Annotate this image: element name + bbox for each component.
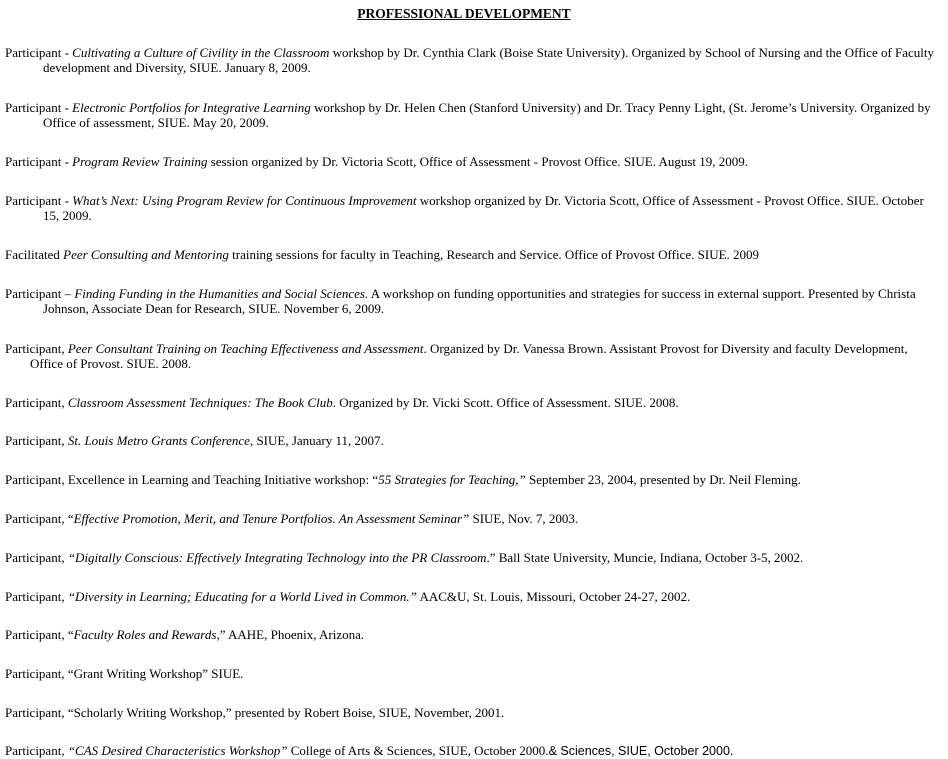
entry-text: Participant -: [5, 45, 73, 60]
entry-title: Finding Funding in the Humanities and Social Sciences.: [74, 286, 369, 301]
entry-text: Participant,: [5, 589, 68, 604]
entry-text: Facilitated: [5, 247, 64, 262]
entry-text: Participant -: [5, 100, 73, 115]
list-item: [5, 511, 943, 526]
entry-text: workshop by Dr. Helen Chen (Stanford University) and Dr. Tracy Penny Light, (St. Jerome’s University. Organized by Office of assessment, SIUE. May 20, 2009.: [43, 100, 931, 130]
entry-text: session organized by Dr. Victoria Scott, Office of Assessment - Provost Office. SIUE. August 19, 2009.: [207, 154, 749, 169]
list-item: [5, 341, 943, 371]
entry-title: Cultivating a Culture of Civility in the Classroom: [72, 45, 330, 60]
entry-text: Participant -: [5, 193, 73, 208]
entry-text: training sessions for faculty in Teaching, Research and Service. Office of Provost Office. SIUE. 2009: [228, 247, 760, 262]
section-title: PROFESSIONAL DEVELOPMENT: [357, 6, 571, 21]
entry-text: SIUE, Nov. 7, 2003.: [469, 511, 579, 526]
entry-title: What’s Next: Using Program Review for Continuous Improvement: [72, 193, 417, 208]
entry-text: Participant,: [5, 341, 68, 356]
entry-text: Participant,: [5, 743, 68, 758]
entry-text: .” Ball State University, Muncie, Indiana, October 3-5, 2002.: [486, 550, 804, 565]
entry-title: Peer Consultant Training on Teaching Effectiveness and Assessment: [67, 341, 424, 356]
list-item: [5, 550, 943, 565]
list-item: [5, 705, 943, 720]
entry-title: Classroom Assessment Techniques: The Book Club: [67, 395, 333, 410]
entry-title: Electronic Portfolios for Integrative Learning: [72, 100, 311, 115]
entry-text: Participant, “Scholarly Writing Workshop,” presented by Robert Boise, SIUE, November, 2001.: [5, 705, 505, 720]
list-item: [5, 286, 943, 316]
entry-text-overflow: & Sciences, SIUE, October 2000.: [548, 744, 734, 758]
entry-text: Participant –: [5, 286, 75, 301]
list-item: [5, 45, 943, 75]
entry-text: Participant, “: [5, 627, 74, 642]
entry-text: . Organized by Dr. Vanessa Brown. Assistant Provost for Diversity and faculty Development, Office of Provost. SIUE. 2008.: [30, 341, 908, 371]
entry-text: workshop by Dr. Cynthia Clark (Boise State University). Organized by School of Nursing and the Office of Faculty development and Diversity, SIUE. January 8, 2009.: [43, 45, 935, 75]
entry-text: workshop organized by Dr. Victoria Scott, Office of Assessment - Provost Office. SIUE. October 15, 2009.: [43, 193, 924, 223]
list-item: [5, 472, 943, 487]
entry-text: A workshop on funding opportunities and strategies for success in external support. Presented by Christa Johnson, Associate Dean for Research, SIUE. November 6, 2009.: [43, 286, 916, 316]
entry-text: , SIUE, January 11, 2007.: [249, 433, 384, 448]
list-item: [5, 666, 943, 681]
entry-text: ,” AAHE, Phoenix, Arizona.: [216, 627, 365, 642]
entry-text: . Organized by Dr. Vicki Scott. Office of Assessment. SIUE. 2008.: [332, 395, 679, 410]
entry-title: 55 Strategies for Teaching,”: [378, 472, 526, 487]
entry-text: Participant -: [5, 154, 73, 169]
list-item: [5, 100, 943, 130]
list-item: [5, 433, 943, 448]
entry-text: Participant,: [5, 395, 68, 410]
entry-title: “CAS Desired Characteristics Workshop”: [67, 743, 288, 758]
entry-title: Peer Consulting and Mentoring: [63, 247, 229, 262]
entry-text: Participant, Excellence in Learning and Teaching Initiative workshop: “: [5, 472, 379, 487]
entry-title: Program Review Training: [72, 154, 208, 169]
list-item: [5, 589, 943, 604]
entry-text: Participant, “: [5, 511, 74, 526]
list-item: [5, 395, 943, 410]
entry-title: Effective Promotion, Merit, and Tenure Portfolios. An Assessment Seminar”: [73, 511, 470, 526]
entry-text: Participant, “Grant Writing Workshop” SIUE.: [5, 666, 244, 681]
entry-text: Participant,: [5, 433, 68, 448]
entry-title: Faculty Roles and Rewards: [73, 627, 217, 642]
entry-text: September 23, 2004, presented by Dr. Neil Fleming.: [525, 472, 801, 487]
entry-title: St. Louis Metro Grants Conference: [67, 433, 250, 448]
list-item: [5, 627, 943, 642]
list-item: [5, 247, 943, 262]
list-item: [5, 193, 943, 223]
list-item: [5, 743, 943, 759]
entry-text: Participant,: [5, 550, 68, 565]
entry-text: AAC&U, St. Louis, Missouri, October 24-27, 2002.: [416, 589, 691, 604]
entry-title: “Digitally Conscious: Effectively Integrating Technology into the PR Classroom: [67, 550, 487, 565]
entry-title: “Diversity in Learning; Educating for a World Lived in Common.”: [67, 589, 417, 604]
list-item: [5, 154, 943, 169]
entry-text: College of Arts & Sciences, SIUE, October 2000.: [287, 743, 549, 758]
